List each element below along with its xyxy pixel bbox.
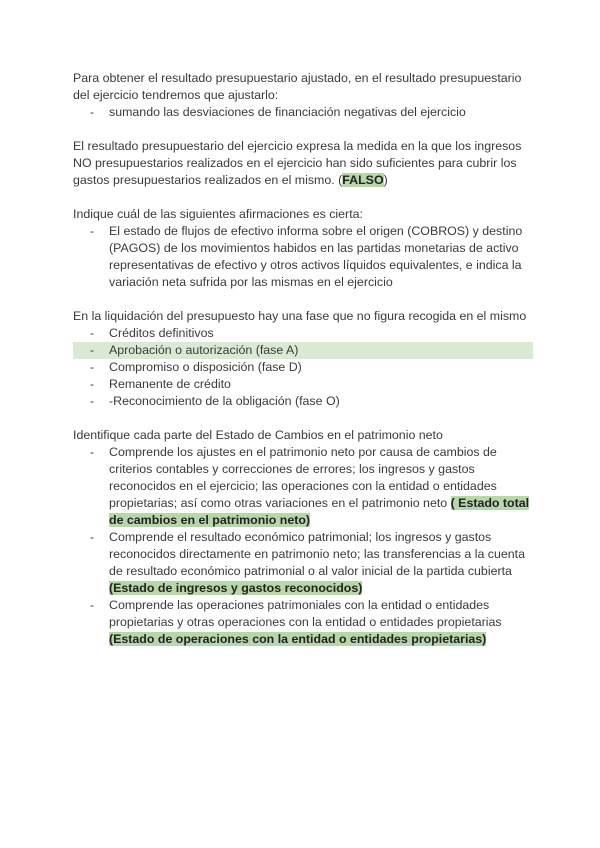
list-item: - El estado de flujos de efectivo informa sobre el origen (COBROS) y destino (PAGOS) de los movimientos habidos en las partidas monetarias de activo representativas de efectivo y otros activos líquidos equivalentes, e indica la variación neta sufrida por las mismas en el ejercicio — [90, 224, 523, 289]
question-3-text: Indique cuál de las siguientes afirmaciones es cierta: — [73, 207, 363, 221]
list-item-highlighted-answer: - Aprobación o autorización (fase A) — [73, 342, 533, 359]
dash-marker: - — [90, 343, 95, 357]
question-5-text: Identifique cada parte del Estado de Cambios en el patrimonio neto — [73, 428, 443, 442]
answer-highlight: ( Estado total de cambios en el patrimonio neto) — [109, 496, 530, 527]
dash-marker: - — [90, 377, 95, 391]
question-1-options — [73, 104, 533, 121]
list-item: - Comprende las operaciones patrimoniales con la entidad o entidades propietarias y otras operaciones con la entidad o entidades propietarias (Estado de operaciones con la entidad o entidades propietarias) — [90, 598, 502, 646]
list-item: - Comprende el resultado económico patrimonial; los ingresos y gastos reconocidos directamente en patrimonio neto; las transferencias a la cuenta de resultado económico patrimonial o al valor inicial de la partida cubierta (Estado de ingresos y gastos reconocidos) — [90, 530, 526, 595]
dash-marker: - — [90, 445, 95, 459]
list-item: - Comprende los ajustes en el patrimonio neto por causa de cambios de criterios contables y correcciones de errores; los ingresos y gastos reconocidos en el ejercicio; las operaciones con la entidad o entidades propietarias; así como otras variaciones en el patrimonio neto ( Estado total de cambios en el patrimonio neto) — [90, 445, 530, 527]
list-item: - Créditos definitivos — [90, 326, 214, 340]
list-item: - -Reconocimiento de la obligación (fase O) — [90, 394, 340, 408]
question-5-options — [73, 444, 533, 648]
question-1-text: Para obtener el resultado presupuestario ajustado, en el resultado presupuestario del ejercicio tendremos que ajustarlo: — [73, 71, 522, 102]
list-item: - Remanente de crédito — [90, 377, 231, 391]
answer-highlight: FALSO — [342, 173, 384, 187]
answer-highlight: (Estado de operaciones con la entidad o entidades propietarias) — [109, 632, 487, 646]
dash-marker: - — [90, 530, 95, 544]
question-4-text: En la liquidación del presupuesto hay una fase que no figura recogida en el mismo — [73, 309, 527, 323]
list-item: - sumando las desviaciones de financiación negativas del ejercicio — [90, 105, 466, 119]
document-page — [73, 70, 533, 648]
question-3-options — [73, 223, 533, 291]
list-item: - Compromiso o disposición (fase D) — [90, 360, 302, 374]
question-4-options — [73, 325, 533, 410]
dash-marker: - — [90, 360, 95, 374]
dash-marker: - — [90, 105, 95, 119]
dash-marker: - — [90, 394, 95, 408]
dash-marker: - — [90, 598, 95, 612]
dash-marker: - — [90, 224, 95, 238]
question-2-text: El resultado presupuestario del ejercicio expresa la medida en la que los ingresos NO presupuestarios realizados en el ejercicio han sido suficientes para cubrir los gastos presupuestarios realizados en el mismo. (FALSO) — [73, 139, 522, 187]
answer-highlight: (Estado de ingresos y gastos reconocidos) — [109, 581, 363, 595]
dash-marker: - — [90, 326, 95, 340]
